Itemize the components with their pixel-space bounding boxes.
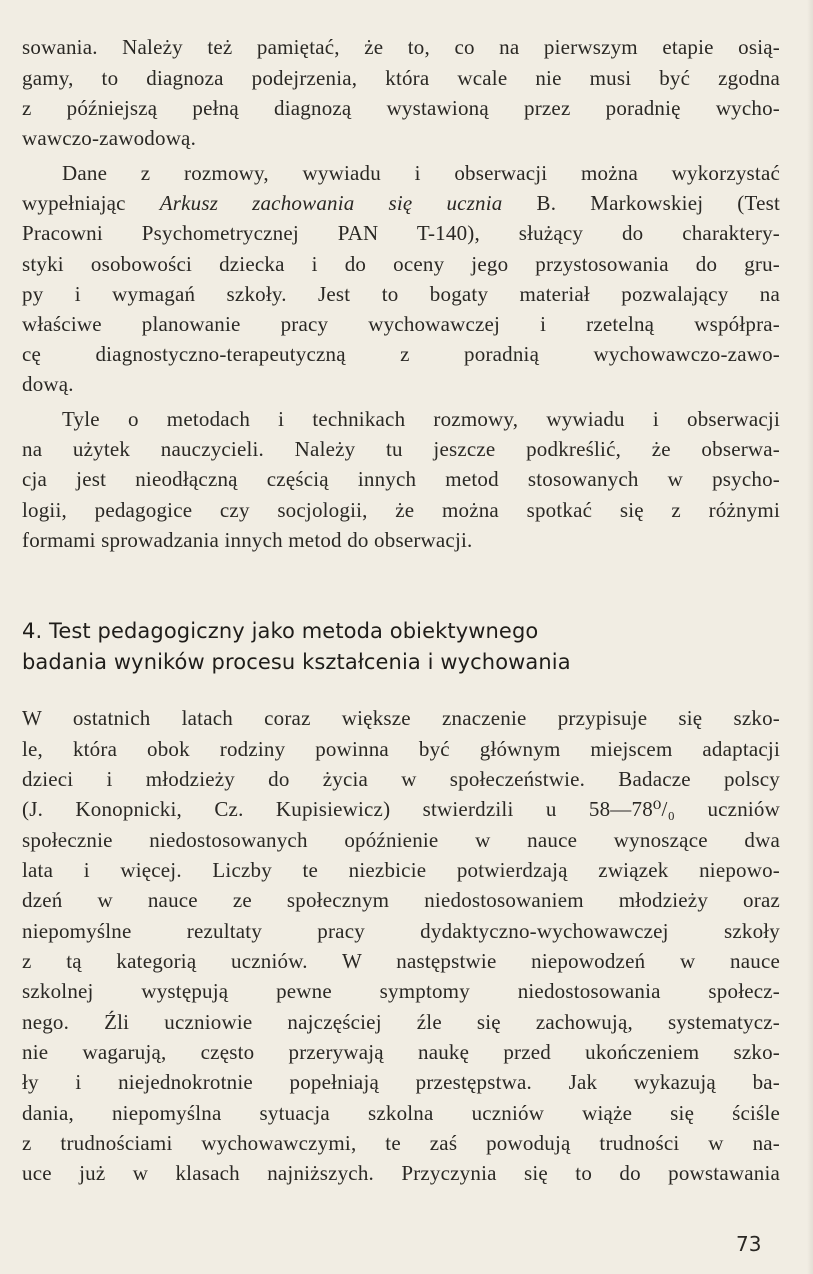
text-line: dania, niepomyślna sytuacja szkolna uczniów wiąże się ściśle bbox=[22, 1101, 780, 1125]
text-line: py i wymagań szkoły. Jest to bogaty materiał pozwalający na bbox=[22, 282, 780, 306]
text-line: styki osobowości dziecka i do oceny jego przystosowania do gru- bbox=[22, 252, 780, 276]
text-line: logii, pedagogice czy socjologii, że można spotkać się z różnymi bbox=[22, 498, 780, 522]
text-line: szkolnej występują pewne symptomy niedostosowania społecz- bbox=[22, 979, 780, 1003]
text-line: nego. Źli uczniowie najczęściej źle się zachowują, systematycz- bbox=[22, 1010, 780, 1034]
text-line: dzieci i młodzieży do życia w społeczeństwie. Badacze polscy bbox=[22, 767, 780, 791]
text-line: le, która obok rodziny powinna być głównym miejscem adaptacji bbox=[22, 737, 780, 761]
text-line: niepomyślne rezultaty pracy dydaktyczno-wychowawczej szkoły bbox=[22, 919, 780, 943]
text-line: ły i niejednokrotnie popełniają przestępstwa. Jak wykazują ba- bbox=[22, 1070, 780, 1094]
text-line: z trudnościami wychowawczymi, te zaś powodują trudności w na- bbox=[22, 1131, 780, 1155]
text-line: z późniejszą pełną diagnozą wystawioną przez poradnię wycho- bbox=[22, 96, 780, 120]
text-line: wawczo-zawodową. bbox=[22, 126, 197, 150]
text-line: społecznie niedostosowanych opóźnienie w nauce wynoszące dwa bbox=[22, 828, 780, 852]
text-line: cę diagnostyczno-terapeutyczną z poradnią wychowawczo-zawo- bbox=[22, 342, 780, 366]
section-heading-line: badania wyników procesu kształcenia i wychowania bbox=[22, 650, 571, 674]
text-line: formami sprowadzania innych metod do obserwacji. bbox=[22, 528, 473, 552]
text-line: Pracowni Psychometrycznej PAN T-140), służący do charaktery- bbox=[22, 221, 780, 245]
text-fragment: B. Markowskiej (Test bbox=[502, 191, 780, 215]
text-line: uce już w klasach najniższych. Przyczynia się to do powstawania bbox=[22, 1161, 780, 1185]
text-line: właściwe planowanie pracy wychowawczej i rzetelną współpra- bbox=[22, 312, 780, 336]
text-line: Dane z rozmowy, wywiadu i obserwacji można wykorzystać bbox=[62, 161, 780, 185]
text-line: na użytek nauczycieli. Należy tu jeszcze podkreślić, że obserwa- bbox=[22, 437, 780, 461]
text-fragment: wypełniając bbox=[22, 191, 160, 215]
text-line: dzeń w nauce ze społecznym niedostosowaniem młodzieży oraz bbox=[22, 888, 780, 912]
text-line: z tą kategorią uczniów. W następstwie niepowodzeń w nauce bbox=[22, 949, 780, 973]
italic-title: Arkusz zachowania się ucznia bbox=[159, 191, 503, 215]
text-line: sowania. Należy też pamiętać, że to, co na pierwszym etapie osią- bbox=[22, 35, 780, 59]
text-line: gamy, to diagnoza podejrzenia, która wcale nie musi być zgodna bbox=[22, 66, 780, 90]
text-line: W ostatnich latach coraz większe znaczenie przypisuje się szko- bbox=[22, 706, 780, 730]
text-line: cja jest nieodłączną częścią innych metod stosowanych w psycho- bbox=[22, 467, 780, 491]
text-line-with-italic-title bbox=[22, 190, 780, 216]
text-line: Tyle o metodach i technikach rozmowy, wywiadu i obserwacji bbox=[62, 407, 780, 431]
page-edge-shadow bbox=[807, 0, 813, 1274]
text-line: lata i więcej. Liczby te niezbicie potwierdzają związek niepowo- bbox=[22, 858, 780, 882]
text-line: dową. bbox=[22, 372, 74, 396]
section-heading-line: 4. Test pedagogiczny jako metoda obiektywnego bbox=[22, 619, 539, 643]
text-line: nie wagarują, często przerywają naukę przed ukończeniem szko- bbox=[22, 1040, 780, 1064]
page-number: 73 bbox=[736, 1232, 762, 1256]
text-line: (J. Konopnicki, Cz. Kupisiewicz) stwierdzili u 58—78⁰/₀ uczniów bbox=[22, 797, 780, 821]
